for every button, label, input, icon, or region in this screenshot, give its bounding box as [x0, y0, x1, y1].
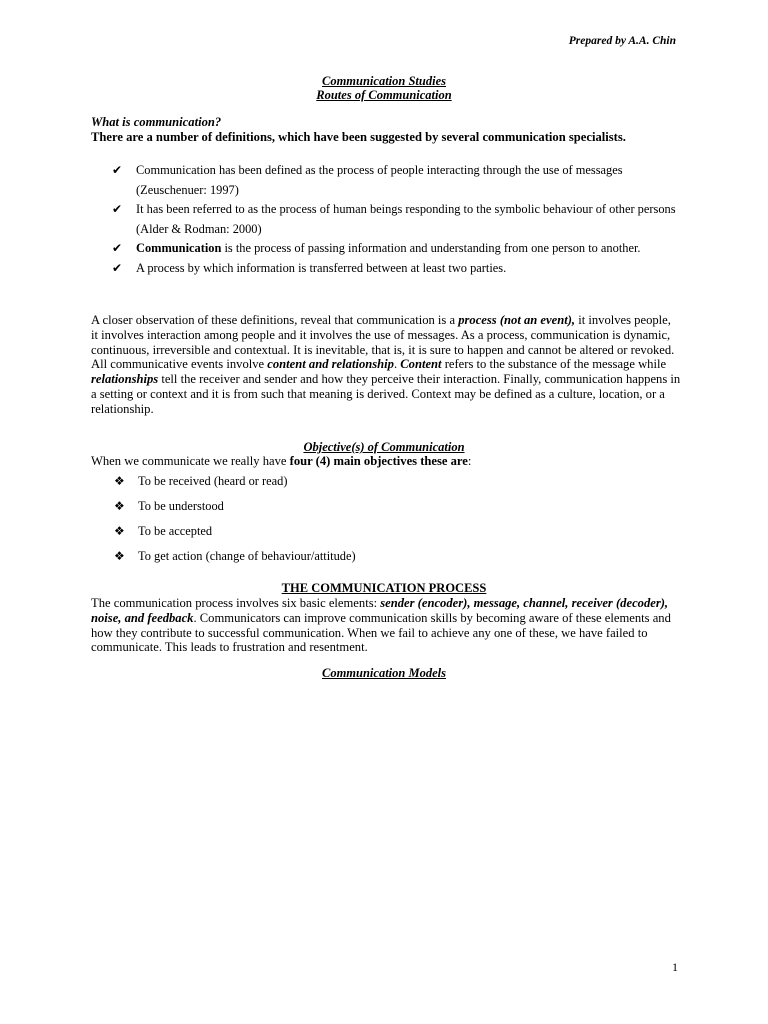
- observation-text: .: [393, 357, 401, 372]
- process-paragraph: [91, 596, 681, 655]
- list-item: [114, 499, 684, 514]
- list-item: [112, 161, 682, 200]
- observation-emphasis: Content: [400, 357, 442, 372]
- process-text: The communication process involves six basic elements:: [91, 596, 381, 610]
- process-text: . Communicators can improve communication skills by becoming aware of these elements and how they contribute to successful communication. When we fail to achieve any one of these, we have failed to communicate. This leads to frustration and resentment.: [91, 610, 671, 655]
- list-item: [112, 259, 682, 279]
- objectives-lead-text: When we communicate we really have: [91, 454, 290, 468]
- list-item: [112, 239, 682, 259]
- prepared-by: Prepared by A.A. Chin: [568, 35, 676, 47]
- list-item: [114, 549, 684, 564]
- check-icon: ✔: [112, 241, 123, 255]
- diamond-bullet-icon: ❖: [114, 524, 125, 538]
- check-icon: ✔: [112, 163, 123, 177]
- page-number: 1: [672, 960, 678, 974]
- document-subtitle: Routes of Communication: [316, 88, 452, 102]
- diamond-bullet-icon: ❖: [114, 474, 125, 488]
- list-item: [114, 474, 684, 489]
- observation-emphasis: relationships: [91, 372, 159, 387]
- objective-text: To get action (change of behaviour/attitude): [138, 549, 356, 563]
- definition-text: It has been referred to as the process of human beings responding to the symbolic behaviour of other persons (Alder & Rodman: 2000): [136, 202, 676, 236]
- observation-emphasis: process (not an event),: [458, 313, 576, 327]
- observation-emphasis: content and relationship: [267, 357, 394, 372]
- definition-text: A process by which information is transferred between at least two parties.: [136, 260, 507, 275]
- objective-text: To be received (heard or read): [138, 474, 288, 488]
- diamond-bullet-icon: ❖: [114, 499, 125, 513]
- observation-text: refers to the substance of the message while: [441, 357, 667, 372]
- document-title: Communication Studies: [322, 74, 446, 88]
- definition-text: Communication has been defined as the process of people interacting through the use of messages (Zeuschenuer: 1997): [136, 163, 623, 197]
- observation-text: tell the receiver and sender and how they perceive their interaction. Finally, communication happens in a setting or context and it is from such that meaning is derived. Context may be defined as a culture, location, or a relationship.: [91, 372, 681, 416]
- intro-section: [91, 115, 681, 145]
- observation-paragraph: [91, 313, 681, 417]
- list-item: [114, 524, 684, 539]
- objectives-lead-bold: four (4) main objectives these are: [289, 454, 468, 468]
- objective-text: To be accepted: [138, 524, 213, 538]
- observation-text: it involves people, it involves interaction among people and it involves the use of messages. As a process, communication is dynamic, continuous, irreversible and contextual. It is inevitable, that is, it is sure to happen and cannot be altered or revoked. All communicative events involve: [91, 313, 675, 372]
- objectives-lead: [91, 454, 681, 469]
- check-icon: ✔: [112, 202, 123, 216]
- objectives-list: [114, 474, 684, 564]
- list-item: [112, 200, 682, 239]
- objectives-lead-end: :: [467, 454, 472, 468]
- check-icon: ✔: [112, 260, 123, 275]
- question-heading: What is communication?: [91, 115, 222, 129]
- objectives-heading: Objective(s) of Communication: [303, 440, 465, 454]
- process-heading: THE COMMUNICATION PROCESS: [281, 581, 487, 595]
- definitions-lead: There are a number of definitions, which have been suggested by several communication specialists.: [91, 129, 626, 144]
- models-heading: Communication Models: [322, 666, 446, 680]
- objective-text: To be understood: [138, 499, 224, 513]
- definition-bold: Communication: [136, 241, 222, 255]
- observation-text: A closer observation of these definitions, reveal that communication is a: [91, 313, 459, 327]
- definition-text: is the process of passing information and understanding from one person to another.: [221, 241, 641, 255]
- process-emphasis: sender (encoder), message, channel, receiver (decoder), noise, and feedback: [91, 596, 669, 625]
- definitions-list: [112, 161, 682, 278]
- diamond-bullet-icon: ❖: [114, 549, 125, 563]
